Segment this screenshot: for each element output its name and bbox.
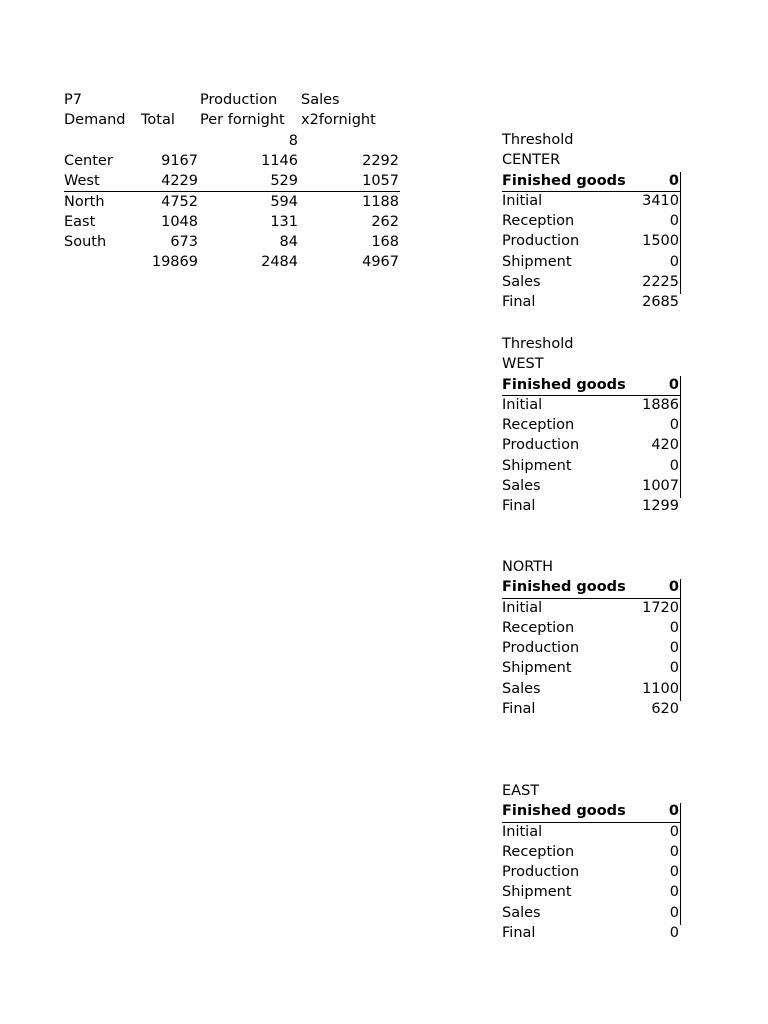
list-item (502, 862, 682, 882)
list-item (502, 496, 682, 516)
row-label: Shipment (502, 253, 572, 270)
region-name: West (64, 173, 100, 190)
row-label: Final (502, 701, 536, 718)
finished-goods-header (502, 801, 682, 821)
finished-goods-label: Finished goods (502, 172, 626, 189)
row-label: Shipment (502, 660, 572, 677)
grand-total-value: 19869 (151, 254, 198, 271)
inventory-block-north (502, 557, 682, 719)
total-value: 673 (170, 234, 198, 251)
row-value: 0 (669, 640, 679, 657)
production-value: 131 (270, 213, 298, 230)
sales-value: 262 (371, 213, 399, 230)
border-line (502, 822, 681, 823)
row-label: Reception (502, 213, 575, 230)
row-value: 2225 (642, 274, 679, 291)
total-value: 1048 (161, 213, 198, 230)
row-label: Production (502, 640, 580, 657)
row-label: Initial (502, 823, 543, 840)
list-item (502, 842, 682, 862)
row-value: 0 (669, 925, 679, 942)
finished-goods-header (502, 375, 682, 395)
row-value: 420 (651, 437, 679, 454)
finished-goods-value: 0 (668, 172, 679, 189)
list-item (502, 211, 682, 231)
list-item (502, 903, 682, 923)
region-title: EAST (502, 783, 540, 799)
finished-goods-header (502, 171, 682, 191)
list-item (502, 699, 682, 719)
list-item (502, 252, 682, 272)
row-label: Shipment (502, 457, 572, 474)
finished-goods-label: Finished goods (502, 579, 626, 596)
row-value: 0 (669, 843, 679, 860)
border-line (502, 395, 681, 396)
sales-value: 2292 (362, 152, 399, 169)
row-value: 0 (669, 417, 679, 434)
production-value: 529 (270, 173, 298, 190)
list-item (502, 415, 682, 435)
row-value: 0 (669, 660, 679, 677)
total-value: 9167 (161, 152, 198, 169)
production-value: 84 (279, 234, 298, 251)
row-value: 1007 (642, 478, 679, 495)
list-item (502, 476, 682, 496)
row-label: Initial (502, 599, 543, 616)
demand-header: Demand (64, 112, 126, 129)
list-item (502, 456, 682, 476)
list-item (502, 882, 682, 902)
list-item (502, 923, 682, 943)
total-header: Total (141, 112, 175, 129)
list-item (502, 272, 682, 292)
production-value: 594 (270, 193, 298, 210)
row-label: Reception (502, 843, 575, 860)
sales-total-value: 4967 (362, 254, 399, 271)
row-label: Sales (502, 904, 541, 921)
region-name: North (64, 193, 105, 210)
finished-goods-value: 0 (668, 376, 679, 393)
list-item (502, 658, 682, 678)
sales-value: 1057 (362, 173, 399, 190)
production-header: Production (200, 92, 278, 108)
list-item (502, 435, 682, 455)
list-item (502, 638, 682, 658)
row-value: 0 (669, 884, 679, 901)
region-name: Center (64, 152, 113, 169)
row-value: 0 (669, 904, 679, 921)
row-value: 0 (669, 253, 679, 270)
region-name: East (64, 213, 96, 230)
row-label: Sales (502, 274, 541, 291)
row-label: Reception (502, 417, 575, 434)
finished-goods-value: 0 (668, 803, 679, 820)
production-total-value: 2484 (261, 254, 298, 271)
sales-header: Sales (301, 92, 340, 108)
row-label: Initial (502, 192, 543, 209)
list-item (502, 191, 682, 211)
border-line (502, 191, 681, 192)
list-item (502, 395, 682, 415)
row-value: 1500 (642, 233, 679, 250)
list-item (502, 822, 682, 842)
row-value: 1720 (642, 599, 679, 616)
inventory-block-east (502, 781, 682, 943)
sheet-label: P7 (64, 92, 82, 108)
row-label: Sales (502, 680, 541, 697)
row-value: 1886 (642, 396, 679, 413)
list-item (502, 618, 682, 638)
threshold-label: Threshold (502, 132, 574, 148)
region-title: WEST (502, 356, 544, 373)
row-value: 0 (669, 619, 679, 636)
list-item (502, 598, 682, 618)
x2-fortnight-header: x2fornight (301, 112, 376, 129)
per-fortnight-header: Per fornight (200, 112, 285, 129)
finished-goods-label: Finished goods (502, 803, 626, 820)
region-title: CENTER (502, 152, 561, 169)
total-value: 4752 (161, 193, 198, 210)
total-value: 4229 (161, 173, 198, 190)
list-item (502, 231, 682, 251)
row-label: Production (502, 233, 580, 250)
finished-goods-value: 0 (668, 579, 679, 596)
row-label: Shipment (502, 884, 572, 901)
list-item (502, 292, 682, 312)
threshold-label: Threshold (502, 336, 574, 352)
row-value: 3410 (642, 192, 679, 209)
sales-value: 168 (371, 234, 399, 251)
row-label: Final (502, 294, 536, 311)
border-line (502, 598, 681, 599)
inventory-block-west (502, 334, 682, 517)
row-value: 0 (669, 864, 679, 881)
row-label: Final (502, 498, 536, 515)
row-label: Initial (502, 396, 543, 413)
row-value: 0 (669, 213, 679, 230)
list-item (502, 679, 682, 699)
finished-goods-header (502, 577, 682, 597)
finished-goods-label: Finished goods (502, 376, 626, 393)
inventory-block-center (502, 130, 682, 313)
sales-value: 1188 (362, 193, 399, 210)
row-label: Sales (502, 478, 541, 495)
row-value: 0 (669, 457, 679, 474)
row-value: 2685 (642, 294, 679, 311)
row-label: Production (502, 864, 580, 881)
row-value: 0 (669, 823, 679, 840)
row-label: Final (502, 925, 536, 942)
row-label: Reception (502, 619, 575, 636)
region-title: NORTH (502, 559, 554, 575)
row-value: 620 (651, 701, 679, 718)
period-value: 8 (288, 132, 298, 149)
row-label: Production (502, 437, 580, 454)
row-value: 1100 (642, 680, 679, 697)
row-value: 1299 (642, 498, 679, 515)
region-name: South (64, 234, 107, 251)
production-value: 1146 (261, 152, 298, 169)
